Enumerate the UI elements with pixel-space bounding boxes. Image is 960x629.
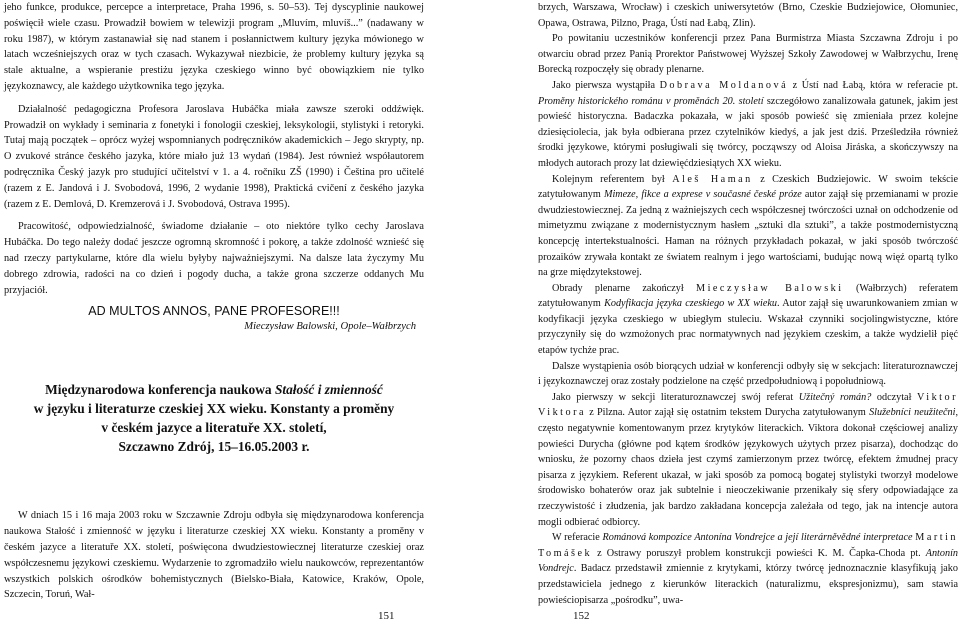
- paragraph-sections: Dalsze wystąpienia osób biorących udział w konferencji odbyły się w sekcjach: literaturoznawczej i językoznawczej oraz zostały podzielone na część przedpołudniową i popołudniową.: [538, 360, 958, 388]
- author-signature: Mieczysław Balowski, Opole–Wałbrzych: [244, 321, 416, 333]
- page-number-left: 151: [378, 610, 395, 622]
- text: Obrady plenarne zakończył: [552, 282, 697, 294]
- text: . Autor zajął się uwarunkowaniem zmian w kodyfikacji języka czeskiego w ubiegłym stuleciu. Wskazał czynniki socjolingwistyczne, które przyczyniły się do wzmożonych prac normatywnych nad językiem czeskim, a także wydzielił pięć etapów tychże prac.: [538, 298, 958, 357]
- paragraph-balowski: [538, 281, 958, 359]
- conf-title-line3: v českém jazyce a literatuře XX. století,: [101, 420, 327, 436]
- paragraph-conference: W dniach 15 i 16 maja 2003 roku w Szczawnie Zdroju odbyła się międzynarodowa konferencja naukowa Stałość i zmienność w języku i literaturze czeskiej XX wieku. Konstanty a proměny v českém jazyce a literatuře XX. století, poświęcona dwudziestowiecznej literaturze czeskiej oraz współczesnemu językowi czeskiemu. Wydarzenie to zgromadziło wielu naukowców, reprezentantów wszystkich polskich ośrodków bohemistycznych (Bielsko-Biała, Katowice, Kraków, Opole, Szczecin, Toruń, Wał-: [4, 510, 424, 601]
- text: z Ústí nad Łabą, która w referacie pt.: [788, 79, 959, 91]
- paper-title: Užitečný román?: [798, 391, 872, 403]
- text: Jako pierwszy w sekcji literaturoznawczej swój referat: [552, 391, 799, 403]
- conf-title-line1-italic: Stałość i zmienność: [274, 382, 383, 398]
- paragraph-tomasek: [538, 530, 958, 608]
- text: z Czeskich Budziejowic. W swoim tekście zatytułowanym: [538, 173, 958, 201]
- paper-title: Služebníci neužitečni: [869, 407, 956, 419]
- paper-title: Antonín Vondrejc: [538, 547, 958, 575]
- speaker-name: Dobrava Moldanová: [659, 79, 789, 91]
- speaker-name: Viktor Viktora: [538, 391, 958, 419]
- speaker-name: Aleš Haman: [672, 173, 753, 185]
- conf-title-line4: Szczawno Zdrój, 15–16.05.2003 r.: [118, 439, 310, 455]
- paper-title: Proměny historického románu v proměnách 20. století: [538, 95, 764, 107]
- conference-title: [4, 380, 424, 456]
- paragraph-wishes: Pracowitość, odpowiedzialność, świadome działanie – oto niektóre tylko cechy Jaroslava Hubáčka. Do tego należy dodać jeszcze ogromną skromność i pokorę, a także zdolność wznieść się nad rzeczy partykularne, które dla wielu byłyby najważniejszymi. Na dalsze lata życzymy Mu dobrego zdrowia, radości na co dzień i pogody ducha, a także grona szczerze oddanych Mu przyjaciół.: [4, 221, 424, 296]
- paper-title: Mimeze, fikce a exprese v současné české próze: [603, 189, 802, 201]
- text: autor zajął się przemianami w prozie dwudziestowiecznej. Za jedną z ważniejszych cech współczesnej twórczości uznał on odchodzenie od mimetyzmu związane z modernistycznym hasłem „sztuki dla sztuki”, a także postmodernistyczną koncepcję intertekstualności. Haman na różnych przykładach pokazał, w jaki sposób twórczość prozaików zrywała kontakt ze światem realnym i jego wartościami, budując nową więź opartą tylko na grze międzytekstowej.: [538, 189, 958, 279]
- paper-title: Románová kompozice Antonína Vondrejce a její literárněvědné interpretace: [602, 532, 913, 544]
- paragraph-moldanova: [538, 78, 958, 172]
- paragraph-teaching: Działalność pedagogiczna Profesora Jaroslava Hubáčka miała zawsze szeroki oddźwięk. Prowadził on wykłady i seminaria z fonetyki i fonologii czeskiej, leksykologii, stylistyki i retoryki. Tutaj mają początek – oprócz wyżej wspomnianych podręczników akademickich – Jego skrypty, np. O zvukové stránce českého jazyka, które miało już 13 wydań (1984). Jest również współautorem podręcznika Český jazyk pro studující učitelství v 1. a 4. ročníku ZŠ (1990) i Čeština pro učitelé (razem z E. Jandová i J. Svobodová, 1996, 2 wydanie 1998), Praktická cvičení z českého jazyka (razem z E. Demlová, D. Kremzerová i J. Svobodová, Ostrava 1995).: [4, 103, 424, 210]
- text: (Wałbrzych) referatem zatytułowanym: [538, 282, 958, 310]
- text: . Badacz przedstawił zmiennie z krytykami, którzy twórcę jednoznacznie klasyfikują jako przedstawiciela jednego z kierunków literackich (naturalizmu, ekspresjonizmu), sam stawia powieściopisarza „pośrodku”, uwa-: [538, 563, 958, 606]
- text: z Ostrawy poruszył problem konstrukcji powieści K. M. Čapka-Choda pt.: [592, 547, 926, 559]
- paragraph-universities: brzych, Warszawa, Wrocław) i czeskich uniwersytetów (Brno, Czeskie Budziejowice, Ołomuniec, Opawa, Ostrawa, Pilzno, Praga, Ústí nad Łabą, Zlin).: [538, 2, 958, 29]
- page-number-right: 152: [573, 610, 590, 622]
- paragraph-viktora: [538, 390, 958, 530]
- text: Jako pierwsza wystąpiła: [552, 79, 660, 91]
- paper-title: Kodyfikacja języka czeskiego w XX wieku: [604, 298, 777, 310]
- text: Kolejnym referentem był: [552, 173, 673, 185]
- paragraph-opening: Po powitaniu uczestników konferencji przez Pana Burmistrza Miasta Szczawna Zdroju i po otwarciu obrad przez Panią Prorektor Państwowej Wyższej Szkoły Zawodowej w Wałbrzychu, Irenę Borecką rozpoczęły się obrady plenarne.: [538, 33, 958, 76]
- speaker-name: Martin Tomášek: [538, 532, 958, 559]
- conf-title-line2: w języku i literaturze czeskiej XX wieku. Konstanty a proměny: [33, 401, 395, 417]
- text: , często negatywnie komentowanym przez krytyków literackich. Viktora dokonał częściowej analizy powieści Durycha (główne pod kątem środków językowych użytych przez pisarza), dochodząc do wniosku, że pozorny chaos dzieła jest czymś zamierzonym przez twórcę, efektem żmudnej pracy pisarza z językiem. Referent ukazał, w jaki sposób za pomocą bogatej stylistyki tworzył modelowe środowisko bohaterów oraz jak subtelnie i nieoczekiwanie przenikały się sfery odpowiadające za rzeczywistość i złudzenia, jak bardzo zakładana koncepcja zależała od tego, jak na intencje autora mogli odbierać odbiorcy.: [538, 407, 958, 528]
- text: odczytał: [871, 391, 917, 403]
- right-page-column: [538, 0, 958, 608]
- left-page-column: [4, 0, 424, 603]
- paragraph-haman: [538, 172, 958, 281]
- speaker-name: Mieczysław Balowski: [696, 282, 844, 294]
- text: W referacie: [552, 532, 603, 544]
- toast-line: AD MULTOS ANNOS, PANE PROFESORE!!!: [88, 304, 340, 319]
- paragraph-intro: jeho funkce, produkce, percepce a interpretace, Praha 1996, s. 50–53). Tej dyscyplinie naukowej poświęcił wiele czasu. Prowadził bowiem w telewizji program „Mluvím, mluvíš...” (nadawany w roku 1987), w którym zastanawiał się nad stanem i posłannictwem kultury języka mówionego w latach wcześniejszych oraz w tych czasach. Wykazywał niezbicie, że problemy kultury języka są stale aktualne, a wspieranie prestiżu języka czeskiego winno być obowiązkiem nie tylko językoznawcy, ale każdego użytkownika tego języka.: [4, 2, 424, 92]
- text: z Pilzna. Autor zajął się ostatnim tekstem Durycha zatytułowanym: [586, 407, 870, 419]
- text: szczegółowo zanalizowała gatunek, jakim jest powieść historyczna. Badaczka pokazała, w jaki sposób powieść się zmieniała przez kolejne dziesięciolecia, jak była odbierana przez czytelników kiedyś, a jak jest dziś. Prześledziła również środki językowe, którymi posługiwali się twórcy, począwszy od Aloisa Jiráska, a skończywszy na młodych autorach prozy lat dziewięćdziesiątych XX wieku.: [538, 95, 958, 169]
- conf-title-line1: Międzynarodowa konferencja naukowa: [45, 382, 275, 398]
